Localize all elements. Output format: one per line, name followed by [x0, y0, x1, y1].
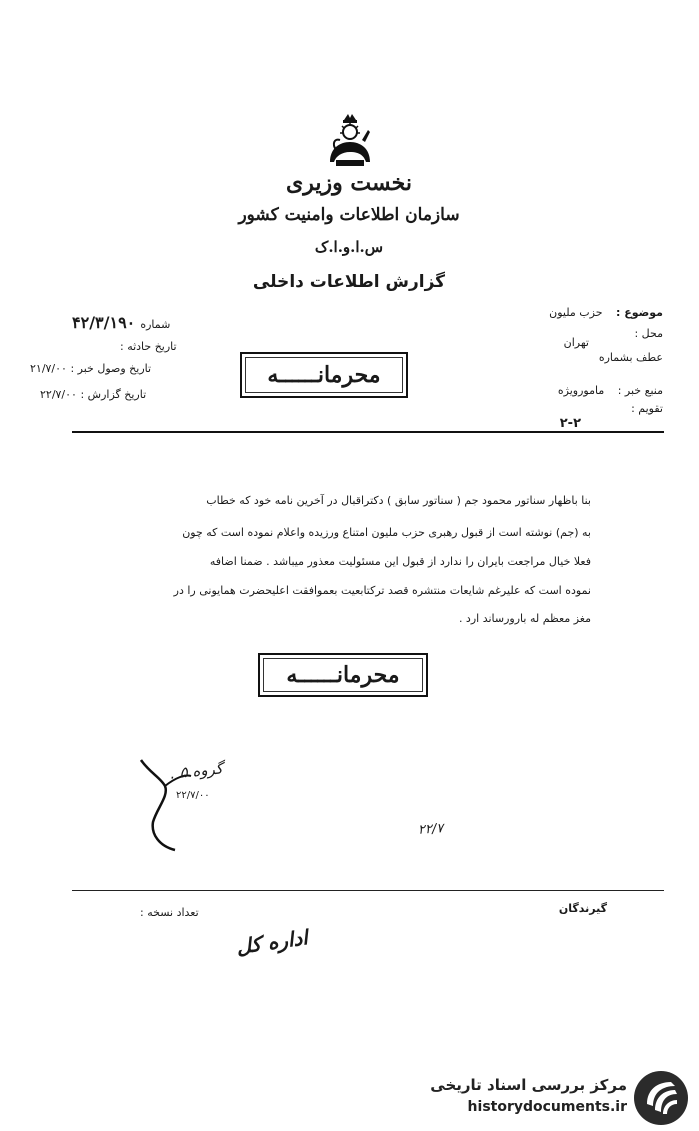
report-number-value: ۴۲/۳/۱۹۰ — [72, 313, 136, 332]
report-number-label: شماره — [140, 318, 171, 331]
archive-logo-icon — [633, 1070, 689, 1126]
place-value: تهران — [563, 336, 589, 349]
subject-field — [549, 306, 663, 319]
body-line-1: بنا باظهار سناتور محمود جم ( سناتور سابق ) دکتراقبال در آخرین نامه خود که خطاب — [206, 494, 591, 507]
evaluation-value: ۲-۲ — [559, 416, 581, 431]
report-number — [72, 313, 170, 332]
watermark-url: historydocuments.ir — [467, 1099, 627, 1115]
header-abbreviation: س.ا.و.ا.ک — [314, 238, 384, 256]
watermark-title: مرکز بررسی اسناد تاریخی — [430, 1076, 627, 1094]
source-value: مامورویژه — [557, 384, 605, 397]
reference-number-label: عطف بشماره — [598, 351, 663, 364]
place-label: محل : — [634, 327, 663, 340]
receipt-date-value: ۲۱/۷/۰۰ — [30, 362, 67, 375]
header-report-type: گزارش اطلاعات داخلی — [252, 272, 446, 292]
lion-and-sun-emblem-icon — [322, 112, 378, 174]
copies-label: تعداد نسخه : — [140, 906, 199, 919]
body-line-2: به (جم) نوشته است از قبول رهبری حزب ملیون امتناع ورزیده واعلام نموده است که چون — [182, 526, 591, 539]
header-organization: سازمان اطلاعات وامنیت کشور — [238, 205, 460, 225]
signature-1-date: ۲۲/۷/۰۰ — [176, 790, 210, 801]
signature-1: گروه ۵ . — [169, 759, 224, 783]
confidential-stamp-bottom: محرمانــــــه — [258, 653, 428, 697]
confidential-stamp-top: محرمانــــــه — [240, 352, 408, 398]
footer-divider — [72, 890, 664, 891]
body-line-4: نموده است که علیرغم شایعات منتشره قصد ترکتابعیت بعموافقت اعلیحضرت همایونی را در — [173, 584, 591, 597]
body-line-3: فعلا خیال مراجعت بایران را ندارد از قبول این مسئولیت معذور میباشد . ضمنا اضافه — [209, 555, 591, 568]
subject-label: موضوع : — [616, 306, 663, 319]
receipt-date — [30, 362, 151, 375]
event-date-label: تاریخ حادثه : — [120, 340, 177, 353]
report-date-value: ۲۲/۷/۰۰ — [40, 388, 77, 401]
report-date — [40, 388, 146, 401]
receipt-date-label: تاریخ وصول خبر : — [70, 362, 152, 375]
recipients-label: گیرندگان — [558, 902, 607, 915]
source-field — [558, 384, 663, 397]
header-divider — [72, 431, 664, 433]
body-line-5: مغز معظم له بارورساند ارد . — [458, 612, 591, 625]
header-prime-ministry: نخست وزیری — [286, 170, 412, 196]
handwritten-note: اداره کل — [234, 925, 310, 959]
signature-2: ۲۲/۷ — [417, 821, 444, 838]
subject-value: حزب ملیون — [549, 306, 603, 319]
source-label: منبع خبر : — [617, 384, 663, 397]
evaluation-label: تقویم : — [631, 402, 663, 415]
report-date-label: تاریخ گزارش : — [80, 388, 147, 401]
